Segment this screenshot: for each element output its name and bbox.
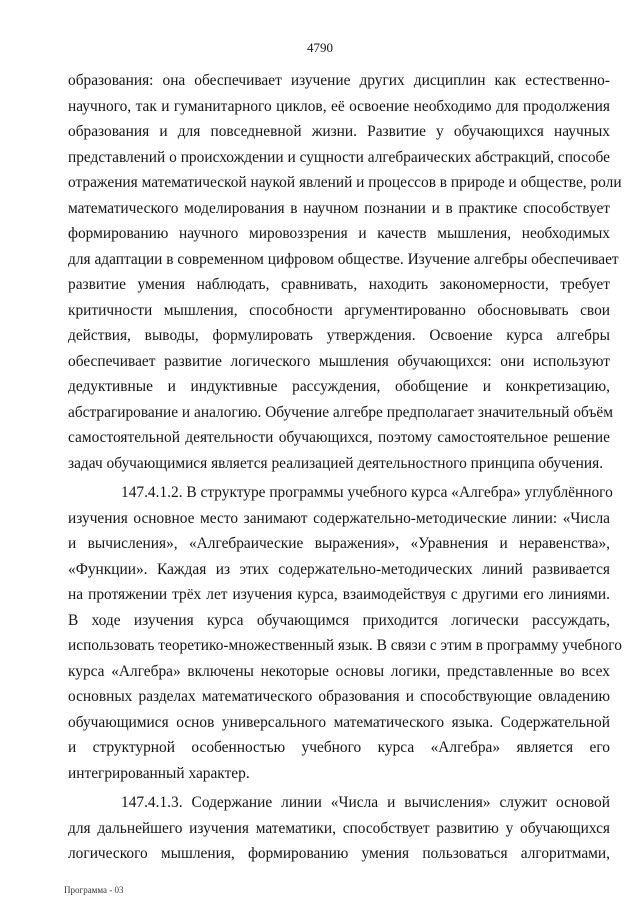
text-line: дедуктивные и индуктивные рассуждения, обобщение и конкретизацию, — [68, 378, 610, 395]
text-line: «Функции». Каждая из этих содержательно-методических линий развивается — [68, 560, 610, 578]
text-line: действия, выводы, формулировать утверждения. Освоение курса алгебры — [68, 327, 610, 344]
text-line: математического моделирования в научном познании и в практике способствует — [68, 199, 610, 217]
text-line: и вычисления», «Алгебраические выражения», «Уравнения и неравенства», — [68, 535, 610, 552]
text-line: на протяжении трёх лет изучения курса, взаимодействуя с другими его линиями. — [68, 586, 610, 603]
text-line: развитие умения наблюдать, сравнивать, находить закономерности, требует — [68, 276, 610, 293]
text-line: обучающимися основ универсального математического языка. Содержательной — [68, 713, 610, 731]
text-line: научного, так и гуманитарного циклов, её освоение необходимо для продолжения — [68, 97, 610, 115]
text-line: 147.4.1.2. В структуре программы учебного курса «Алгебра» углублённого — [121, 484, 613, 501]
text-line: образования и для повседневной жизни. Развитие у обучающихся научных — [68, 123, 610, 140]
text-line: для дальнейшего изучения математики, способствует развитию у обучающихся — [68, 819, 610, 837]
text-line: использовать теоретико-множественный язык. В связи с этим в программу учебного — [68, 637, 622, 654]
text-line: для адаптации в современном цифровом обществе. Изучение алгебры обеспечивает — [68, 250, 619, 268]
text-line: курса «Алгебра» включены некоторые основы логики, представленные во всех — [68, 662, 610, 680]
paragraph-intro — [68, 68, 622, 476]
text-line: абстрагирование и аналогию. Обучение алгебре предполагает значительный объём — [68, 403, 613, 421]
text-line: самостоятельной деятельности обучающихся, поэтому самостоятельное решение — [68, 429, 610, 446]
text-line: формированию научного мировоззрения и качеств мышления, необходимых — [68, 225, 610, 242]
text-line: и структурной особенностью учебного курса «Алгебра» является его — [68, 739, 610, 756]
text-line: изучения основное место занимают содержательно-методические линии: «Числа — [68, 509, 610, 527]
text-line: отражения математической наукой явлений и процессов в природе и обществе, роли — [68, 174, 622, 191]
paragraph-147-4-1-2 — [68, 480, 622, 786]
text-line: логического мышления, формированию умения пользоваться алгоритмами, — [68, 845, 610, 862]
text-line: интегрированный характер. — [68, 764, 250, 782]
text-line: В ходе изучения курса обучающимся приходится логически рассуждать, — [68, 611, 610, 629]
text-line: представлений о происхождении и сущности алгебраических абстракций, способе — [68, 148, 610, 166]
footer-label: Программа - 03 — [64, 885, 124, 895]
text-line: обеспечивает развитие логического мышления обучающихся: они используют — [68, 352, 610, 370]
text-line: образования: она обеспечивает изучение других дисциплин как естественно- — [68, 72, 610, 89]
text-line: задач обучающимися является реализацией деятельностного принципа обучения. — [68, 454, 604, 472]
text-line: 147.4.1.3. Содержание линии «Числа и вычисления» служит основой — [121, 794, 610, 811]
page-number: 4790 — [307, 40, 333, 55]
paragraph-147-4-1-3 — [68, 790, 610, 867]
text-line: критичности мышления, способности аргументированно обосновывать свои — [68, 301, 610, 319]
text-line: основных разделах математического образования и способствующие овладению — [68, 688, 610, 705]
body-text — [68, 68, 622, 871]
